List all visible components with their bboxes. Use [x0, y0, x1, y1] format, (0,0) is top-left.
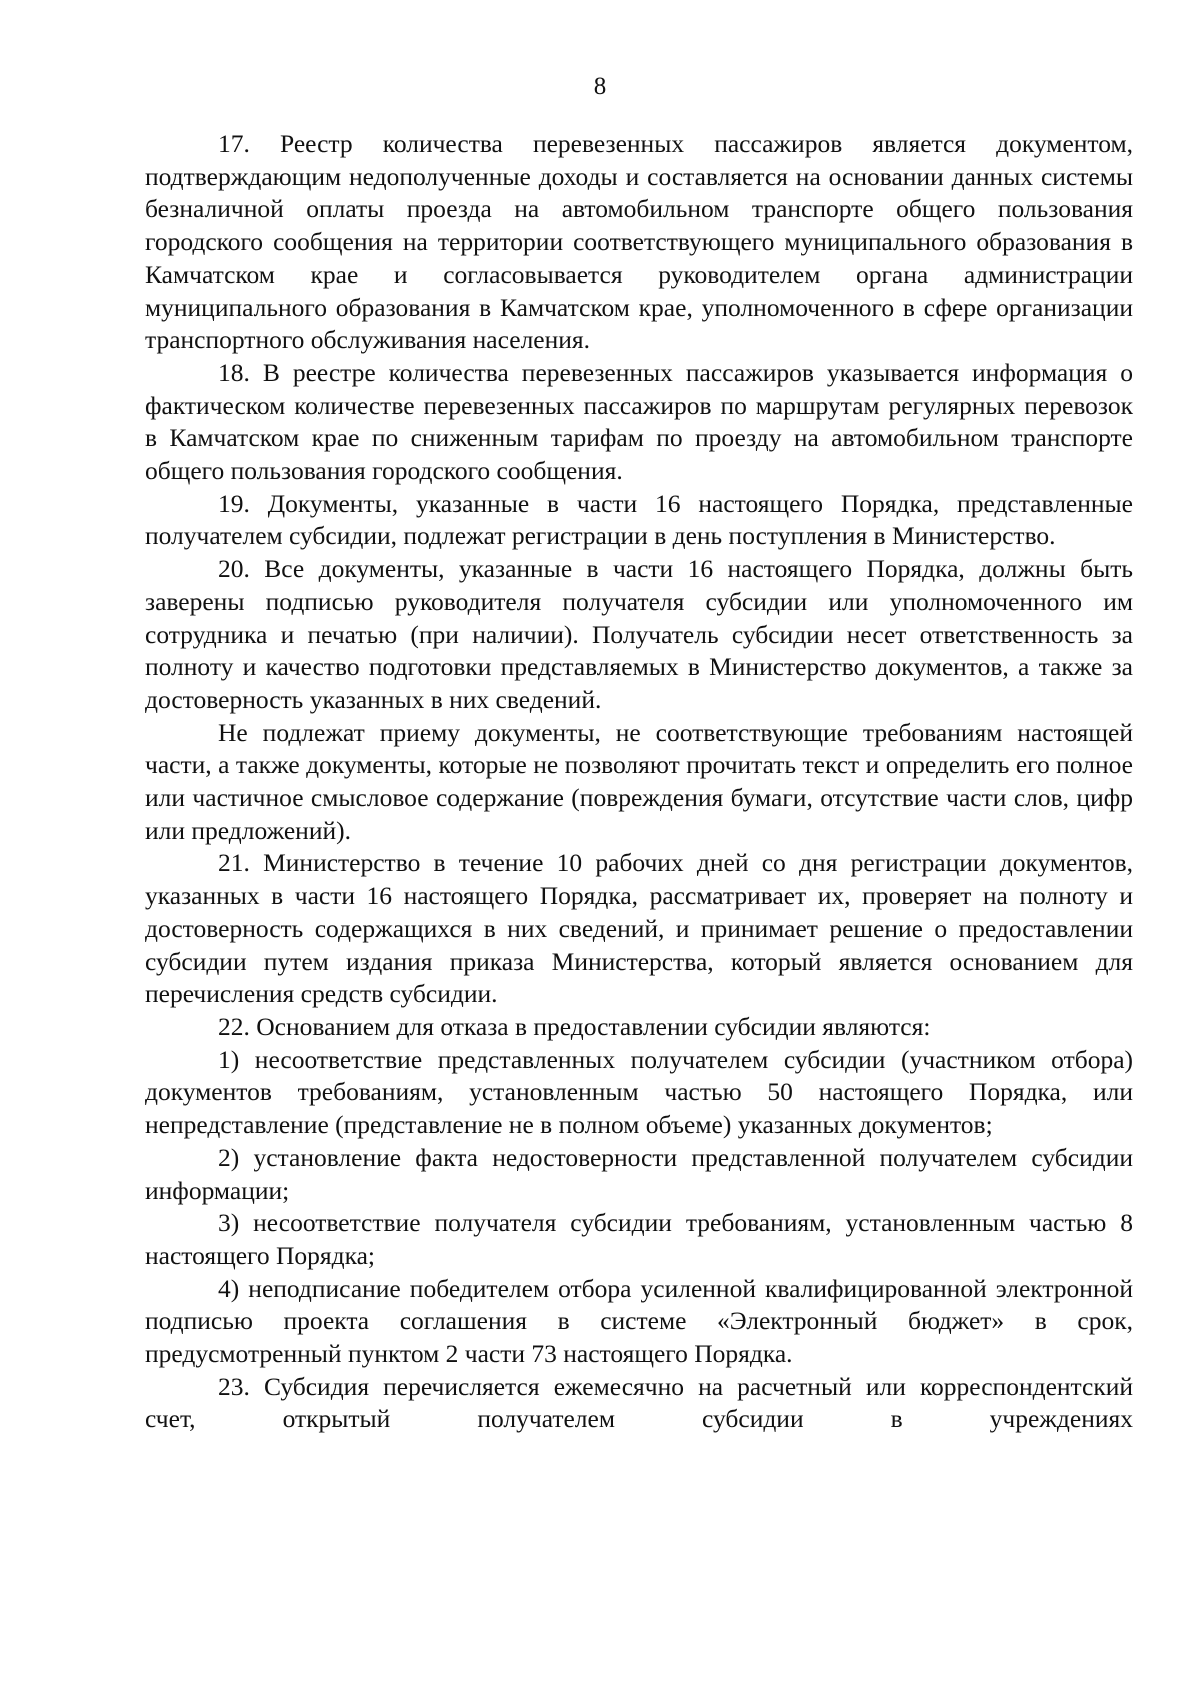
paragraph-18: 18. В реестре количества перевезенных пассажиров указывается информация о фактическом количестве перевезенных пассажиров по маршрутам регулярных перевозок в Камчатском крае по сниженным тарифам по проезду на автомобильном транспорте общего пользования городского сообщения. [145, 357, 1133, 486]
paragraph-21: 21. Министерство в течение 10 рабочих дней со дня регистрации документов, указанных в части 16 настоящего Порядка, рассматривает их, проверяет на полноту и достоверность содержащихся в них сведений, и принимает решение о предоставлении субсидии путем издания приказа Министерства, который является основанием для перечисления средств субсидии. [145, 848, 1133, 1009]
paragraph-17: 17. Реестр количества перевезенных пассажиров является документом, подтверждающим недополученные доходы и составляется на основании данных системы безналичной оплаты проезда на автомобильном транспорте общего пользования городского сообщения на территории соответствующего муниципального образования в Камчатском крае и согласовывается руководителем органа администрации муниципального образования в Камчатском крае, уполномоченного в сфере организации транспортного обслуживания населения. [145, 129, 1133, 355]
paragraph-22-item-3: 3) несоответствие получателя субсидии требованиям, установленным частью 8 настоящего Порядка; [145, 1208, 1133, 1270]
paragraph-22-item-1: 1) несоответствие представленных получателем субсидии (участником отбора) документов требованиям, установленным частью 50 настоящего Порядка, или непредставление (представление не в полном объеме) указанных документов; [145, 1044, 1133, 1140]
paragraph-23: 23. Субсидия перечисляется ежемесячно на расчетный или корреспондентский счет, открытый получателем субсидии в учреждениях [145, 1371, 1133, 1434]
document-body [145, 128, 1133, 1436]
paragraph-19: 19. Документы, указанные в части 16 настоящего Порядка, представленные получателем субсидии, подлежат регистрации в день поступления в Министерство. [145, 488, 1133, 551]
page-number: 8 [593, 73, 607, 100]
paragraph-20-continued: Не подлежат приему документы, не соответствующие требованиям настоящей части, а также документы, которые не позволяют прочитать текст и определить его полное или частичное смысловое содержание (повреждения бумаги, отсутствие части слов, цифр или предложений). [145, 717, 1133, 845]
paragraph-22: 22. Основанием для отказа в предоставлении субсидии являются: [218, 1011, 931, 1041]
paragraph-22-item-4: 4) неподписание победителем отбора усиленной квалифицированной электронной подписью проекта соглашения в системе «Электронный бюджет» в срок, предусмотренный пунктом 2 части 73 настоящего Порядка. [145, 1273, 1133, 1369]
paragraph-20: 20. Все документы, указанные в части 16 настоящего Порядка, должны быть заверены подписью руководителя получателя субсидии или уполномоченного им сотрудника и печатью (при наличии). Получатель субсидии несет ответственность за полноту и качество подготовки представляемых в Министерство документов, а также за достоверность указанных в них сведений. [145, 554, 1133, 714]
paragraph-22-item-2: 2) установление факта недостоверности представленной получателем субсидии информации; [145, 1142, 1133, 1205]
